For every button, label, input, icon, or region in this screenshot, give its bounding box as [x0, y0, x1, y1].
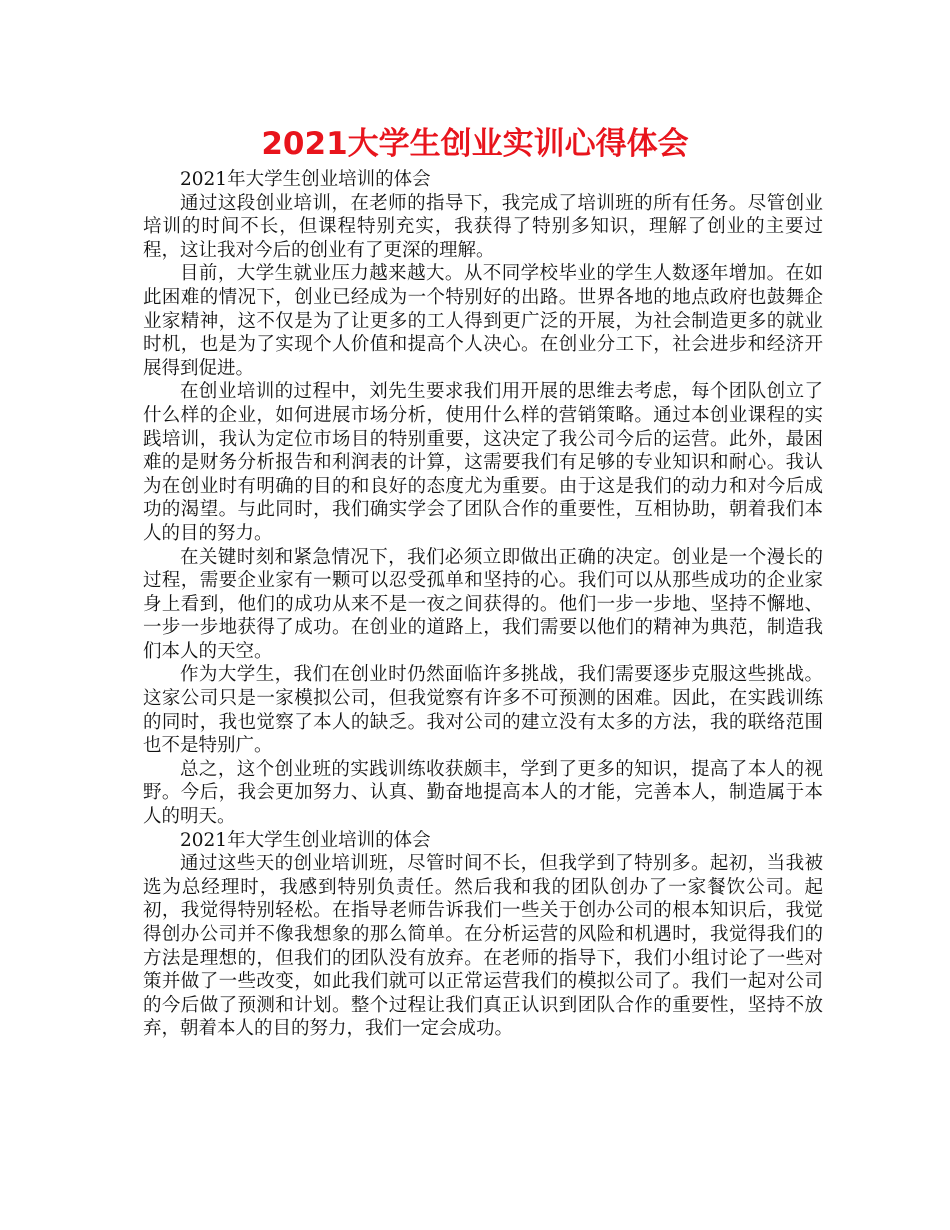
- paragraph: 在创业培训的过程中，刘先生要求我们用开展的思维去考虑，每个团队创立了什么样的企业，如何进展市场分析，使用什么样的营销策略。通过本创业课程的实践培训，我认为定位市场目的特别重要，这决定了我公司今后的运营。此外，最困难的是财务分析报告和利润表的计算，这需要我们有足够的专业知识和耐心。我认为在创业时有明确的目的和良好的态度尤为重要。由于这是我们的动力和对今后成功的渴望。与此同时，我们确实学会了团队合作的重要性，互相协助，朝着我们本人的目的努力。: [143, 381, 823, 544]
- section-heading: 2021年大学生创业培训的体会: [180, 829, 431, 851]
- paragraph: 作为大学生，我们在创业时仍然面临许多挑战，我们需要逐步克服这些挑战。这家公司只是一家模拟公司，但我觉察有许多不可预测的困难。因此，在实践训练的同时，我也觉察了本人的缺乏。我对公司的建立没有太多的方法，我的联络范围也不是特别广。: [143, 664, 823, 757]
- paragraph: 目前，大学生就业压力越来越大。从不同学校毕业的学生人数逐年增加。在如此困难的情况下，创业已经成为一个特别好的出路。世界各地的地点政府也鼓舞企业家精神，这不仅是为了让更多的工人得到更广泛的开展，为社会制造更多的就业时机，也是为了实现个人价值和提高个人决心。在创业分工下，社会进步和经济开展得到促进。: [143, 263, 823, 379]
- paragraph: 在关键时刻和紧急情况下，我们必须立即做出正确的决定。创业是一个漫长的过程，需要企业家有一颗可以忍受孤单和坚持的心。我们可以从那些成功的企业家身上看到，他们的成功从来不是一夜之间获得的。他们一步一步地、坚持不懈地、一步一步地获得了成功。在创业的道路上，我们需要以他们的精神为典范，制造我们本人的天空。: [143, 546, 823, 662]
- paragraph: 总之，这个创业班的实践训练收获颇丰，学到了更多的知识，提高了本人的视野。今后，我会更加努力、认真、勤奋地提高本人的才能，完善本人，制造属于本人的明天。: [143, 758, 823, 828]
- paragraph: 通过这些天的创业培训班，尽管时间不长，但我学到了特别多。起初，当我被选为总经理时，我感到特别负责任。然后我和我的团队创办了一家餐饮公司。起初，我觉得特别轻松。在指导老师告诉我们一些关于创办公司的根本知识后，我觉得创办公司并不像我想象的那么简单。在分析运营的风险和机遇时，我觉得我们的方法是理想的，但我们的团队没有放弃。在老师的指导下，我们小组讨论了一些对策并做了一些改变，如此我们就可以正常运营我们的模拟公司了。我们一起对公司的今后做了预测和计划。整个过程让我们真正认识到团队合作的重要性，坚持不放弃，朝着本人的目的努力，我们一定会成功。: [143, 853, 823, 1040]
- section-heading: 2021年大学生创业培训的体会: [180, 169, 431, 190]
- document-body: [143, 168, 823, 1041]
- paragraph: 通过这段创业培训，在老师的指导下，我完成了培训班的所有任务。尽管创业培训的时间不长，但课程特别充实，我获得了特别多知识，理解了创业的主要过程，这让我对今后的创业有了更深的理解。: [143, 192, 823, 261]
- document-title: 2021大学生创业实训心得体会: [261, 126, 689, 162]
